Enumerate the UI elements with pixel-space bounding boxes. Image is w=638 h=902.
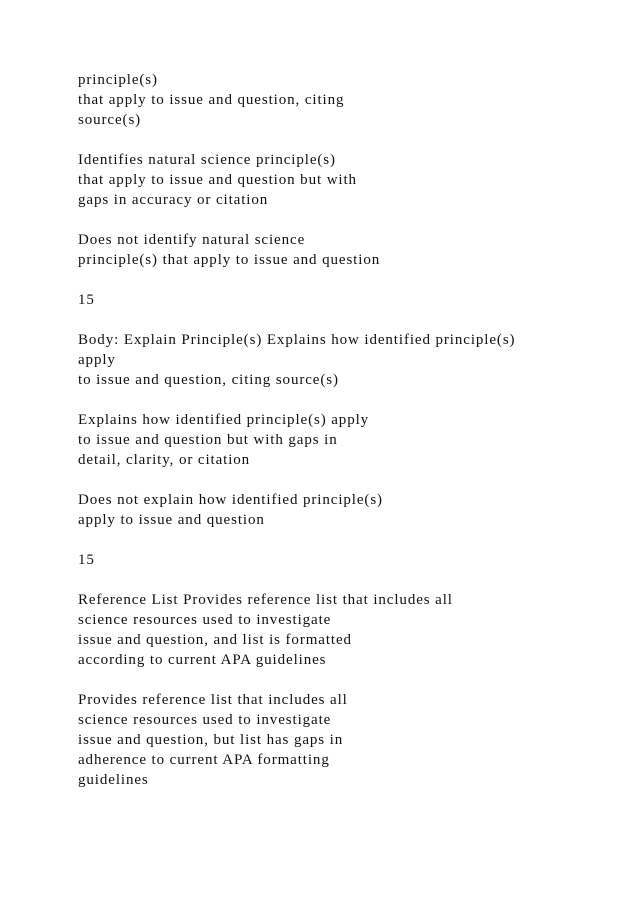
- paragraph: [78, 70, 618, 130]
- paragraph: [78, 290, 618, 310]
- text-line: Provides reference list that includes all: [78, 692, 348, 708]
- paragraph: [78, 550, 618, 570]
- text-line: gaps in accuracy or citation: [78, 192, 269, 208]
- text-line: Identifies natural science principle(s): [78, 152, 336, 168]
- text-line: that apply to issue and question but with: [78, 172, 357, 188]
- paragraph: [78, 590, 618, 670]
- text-line: Reference List Provides reference list that includes all: [78, 592, 453, 608]
- text-line: Explains how identified principle(s) apply: [78, 412, 370, 428]
- paragraph: [78, 150, 618, 210]
- text-line: apply: [78, 352, 116, 368]
- text-line: principle(s) that apply to issue and question: [78, 252, 381, 268]
- paragraph: [78, 490, 618, 530]
- text-line: apply to issue and question: [78, 512, 265, 528]
- text-line: Does not identify natural science: [78, 232, 306, 248]
- text-line: adherence to current APA formatting: [78, 752, 330, 768]
- paragraph: [78, 230, 618, 270]
- paragraph: [78, 690, 618, 790]
- text-line: 15: [78, 552, 95, 568]
- text-line: detail, clarity, or citation: [78, 452, 251, 468]
- paragraph: [78, 330, 618, 390]
- text-line: source(s): [78, 112, 142, 128]
- text-line: science resources used to investigate: [78, 612, 332, 628]
- document-text: [78, 70, 618, 810]
- text-line: according to current APA guidelines: [78, 652, 327, 668]
- text-line: issue and question, and list is formatted: [78, 632, 352, 648]
- text-line: to issue and question but with gaps in: [78, 432, 338, 448]
- text-line: 15: [78, 292, 95, 308]
- text-line: that apply to issue and question, citing: [78, 92, 345, 108]
- text-line: Does not explain how identified principle(s): [78, 492, 383, 508]
- text-line: Body: Explain Principle(s) Explains how identified principle(s): [78, 332, 516, 348]
- text-line: issue and question, but list has gaps in: [78, 732, 344, 748]
- text-line: science resources used to investigate: [78, 712, 332, 728]
- text-line: to issue and question, citing source(s): [78, 372, 339, 388]
- text-line: principle(s): [78, 72, 158, 88]
- paragraph: [78, 410, 618, 470]
- text-line: guidelines: [78, 772, 149, 788]
